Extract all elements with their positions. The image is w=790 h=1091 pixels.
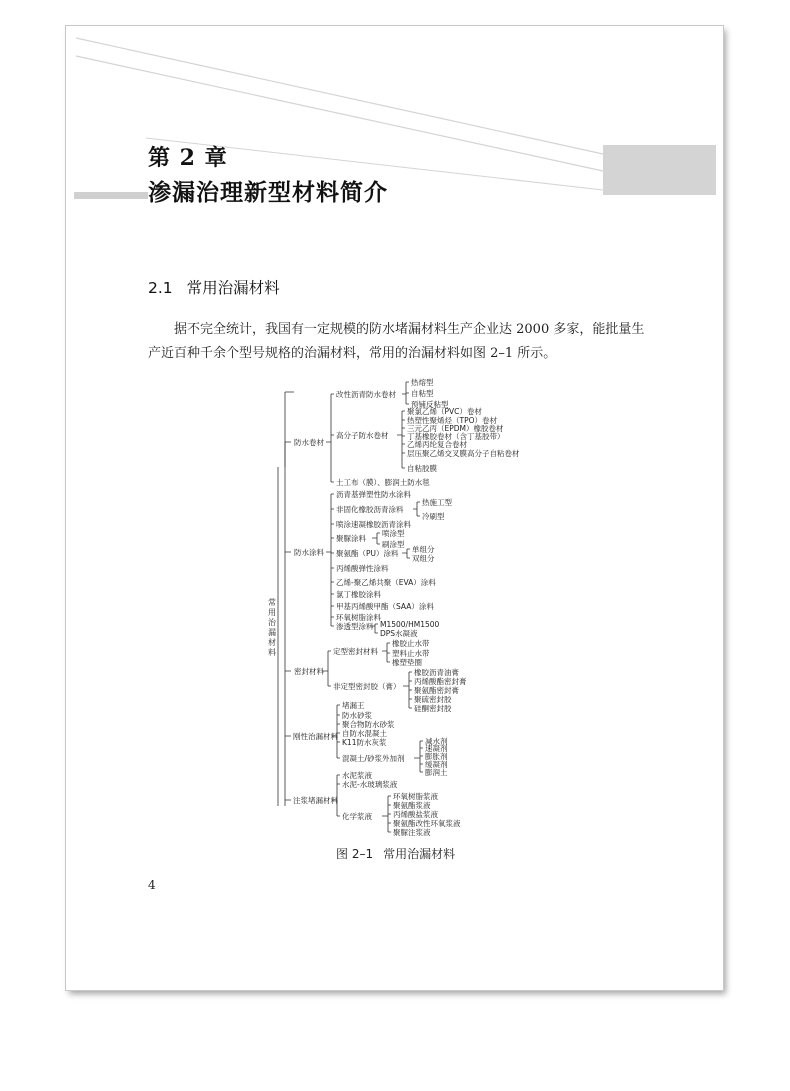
category-sealing: 密封材料 (294, 667, 324, 676)
node-saa: 甲基丙烯酸甲酯（SAA）涂料 (336, 602, 434, 611)
leaf: 缓凝剂 (425, 760, 448, 769)
node-non-curing: 非固化橡胶沥青涂料 (336, 505, 404, 514)
leaf: 硅酮密封胶 (414, 704, 452, 713)
leaf: 聚氯乙烯（PVC）卷材 (407, 407, 482, 416)
leaf: 热熔型 (411, 378, 434, 387)
leaf: 单组分 (412, 545, 435, 554)
leaf: 刷涂型 (382, 540, 405, 549)
section-title: 常用治漏材料 (186, 279, 280, 297)
leaf: 丁基橡胶卷材（含丁基胶带） (407, 432, 505, 441)
leaf: 丙烯酸盐浆液 (393, 810, 438, 819)
leaf: 塑料止水带 (392, 649, 430, 658)
leaf: 聚氨酯浆液 (393, 801, 431, 810)
leaf: K11防水灰浆 (342, 738, 387, 747)
leaf: 热施工型 (422, 498, 452, 507)
leaf: 预铺反粘型 (411, 400, 449, 409)
leaf: DPS水凝液 (380, 629, 418, 638)
node-shaped-seal: 定型密封材料 (333, 647, 378, 656)
node-pu: 聚氨酯（PU）涂料 (336, 549, 399, 558)
page-number: 4 (148, 878, 156, 892)
section-number: 2.1 (148, 279, 173, 297)
leaf: 聚硫密封胶 (414, 695, 452, 704)
leaf: 聚合物防水砂浆 (342, 720, 395, 729)
node-admixture: 混凝土/砂浆外加剂 (342, 754, 405, 763)
figure-caption (336, 845, 455, 862)
node-penetrating: 渗透型涂料 (336, 622, 374, 631)
category-waterproof-coating: 防水涂料 (294, 548, 324, 557)
leaf: 水泥-水玻璃浆液 (342, 780, 398, 789)
leaf: 自粘胶膜 (407, 464, 437, 473)
chapter-number: 第 2 章 (148, 145, 228, 171)
node-asphalt-coating: 沥青基弹塑性防水涂料 (336, 490, 411, 499)
node-polyurea: 聚脲涂料 (336, 534, 366, 543)
leaf: 速凝剂 (425, 744, 448, 753)
node-polymer-roll: 高分子防水卷材 (336, 431, 389, 440)
leaf: 乙烯丙纶复合卷材 (407, 440, 467, 449)
leaf: 减水剂 (425, 737, 448, 746)
category-rigid: 刚性治漏材料 (293, 732, 338, 741)
chapter-title: 渗漏治理新型材料简介 (148, 179, 388, 206)
leaf: 橡胶止水带 (392, 639, 430, 648)
node-unshaped-seal: 非定型密封胶（膏） (333, 682, 401, 691)
leaf: 热塑性聚烯烃（TPO）卷材 (407, 416, 498, 425)
book-page (66, 26, 723, 990)
leaf: 聚脲注浆液 (393, 828, 431, 837)
leaf: 自粘型 (411, 389, 434, 398)
leaf: 膨润土 (425, 768, 448, 777)
leaf: M1500/HM1500 (380, 620, 440, 629)
root-node: 常用治漏材料 (267, 598, 277, 658)
figure-number: 图 2–1 (336, 847, 374, 861)
node-spray-fast: 喷涂速凝橡胶沥青涂料 (336, 520, 411, 529)
leaf: 双组分 (412, 554, 435, 563)
node-geotextile: 土工布（膜）、膨润土防水毯 (336, 478, 430, 487)
node-chloroprene: 氯丁橡胶涂料 (336, 590, 381, 599)
node-modified-asphalt: 改性沥青防水卷材 (336, 390, 396, 399)
leaf: 堵漏王 (342, 701, 365, 710)
leaf: 喷涂型 (382, 529, 405, 538)
node-acrylic: 丙烯酸弹性涂料 (336, 564, 389, 573)
leaf: 橡胶沥青油膏 (414, 668, 459, 677)
leaf: 膨胀剂 (425, 752, 448, 761)
leaf: 防水砂浆 (342, 711, 372, 720)
node-epoxy: 环氧树脂涂料 (336, 613, 381, 622)
paragraph-text: 据不完全统计，我国有一定规模的防水堵漏材料生产企业达 2000 多家，能批量生产近百种千余个型号规格的治漏材料，常用的治漏材料如图 2–1 所示。 (148, 322, 645, 361)
figure-caption-text: 常用治漏材料 (383, 847, 456, 861)
category-grouting: 注浆堵漏材料 (293, 796, 338, 805)
leaf: 三元乙丙（EPDM）橡胶卷材 (407, 424, 504, 433)
leaf: 自防水混凝土 (342, 729, 387, 738)
leaf: 层压聚乙烯交叉膜高分子自粘卷材 (407, 449, 520, 458)
leaf: 聚氨酯改性环氧浆液 (393, 819, 461, 828)
category-waterproof-roll: 防水卷材 (294, 438, 324, 447)
leaf: 环氧树脂浆液 (393, 792, 438, 801)
node-chemical-grout: 化学浆液 (342, 812, 372, 821)
leaf: 聚氨酯密封膏 (414, 686, 459, 695)
leaf: 冷刷型 (422, 512, 445, 521)
leaf: 丙烯酸酯密封膏 (414, 677, 467, 686)
tree-root-label (267, 597, 277, 658)
node-eva: 乙烯-聚乙烯共聚（EVA）涂料 (336, 578, 436, 587)
leaf: 水泥浆液 (342, 771, 372, 780)
materials-tree-diagram (66, 26, 723, 856)
leaf: 橡塑垫圈 (392, 658, 422, 667)
